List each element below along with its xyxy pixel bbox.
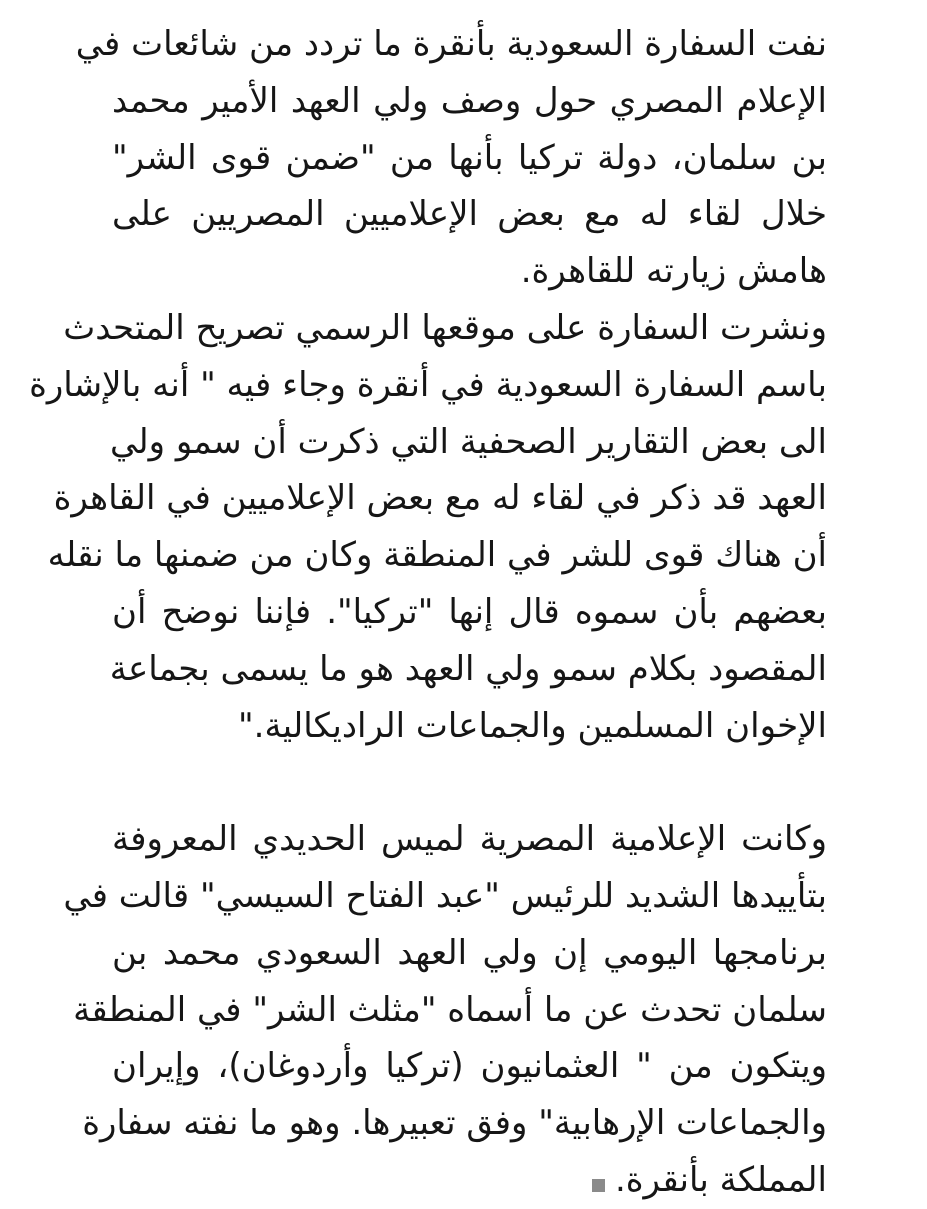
- text-line: سلمان تحدث عن ما أسماه "مثلث الشر" في المنطقة: [73, 989, 827, 1030]
- last-text-line: [112, 1152, 827, 1209]
- text-line: العهد قد ذكر في لقاء له مع بعض الإعلاميين في القاهرة: [53, 478, 827, 519]
- text-line: برنامجها اليومي إن ولي العهد السعودي محمد بن: [112, 932, 827, 973]
- text-line: الى بعض التقارير الصحفية التي ذكرت أن سمو ولي: [109, 421, 827, 462]
- paragraph-1: [75, 16, 827, 300]
- text-line: بعضهم بأن سموه قال إنها "تركيا". فإننا نوضح أن: [112, 591, 827, 632]
- text-line: ويتكون من " العثمانيون (تركيا وأردوغان)، وإيران: [112, 1046, 827, 1087]
- text-line: والجماعات الإرهابية" وفق تعبيرها. وهو ما نفته سفارة: [82, 1103, 827, 1144]
- text-line: بتأييدها الشديد للرئيس "عبد الفتاح السيسي" قالت في: [63, 875, 827, 916]
- text-line: نفت السفارة السعودية بأنقرة ما تردد من شائعات في: [75, 24, 827, 64]
- text-line: باسم السفارة السعودية في أنقرة وجاء فيه " أنه بالإشارة: [29, 364, 827, 405]
- paragraph-2: [29, 300, 827, 754]
- text-line: بن سلمان، دولة تركيا بأنها من "ضمن قوى الشر": [112, 137, 827, 178]
- paragraph-gap: [112, 754, 827, 811]
- text-line: وكانت الإعلامية المصرية لميس الحديدي المعروفة: [112, 819, 827, 860]
- text-line: خلال لقاء له مع بعض الإعلاميين المصريين على: [112, 194, 827, 235]
- paragraph-3: [63, 811, 827, 1209]
- text-line-content: المملكة بأنقرة.: [614, 1159, 827, 1200]
- text-line: هامش زيارته للقاهرة.: [520, 251, 827, 292]
- text-line: الإعلام المصري حول وصف ولي العهد الأمير محمد: [112, 80, 827, 121]
- text-line: المقصود بكلام سمو ولي العهد هو ما يسمى بجماعة: [109, 648, 827, 689]
- text-line: ونشرت السفارة على موقعها الرسمي تصريح المتحدث: [63, 307, 827, 348]
- end-of-article-square-icon: [592, 1179, 605, 1192]
- text-line: أن هناك قوى للشر في المنطقة وكان من ضمنها ما نقله: [47, 535, 827, 576]
- text-line: الإخوان المسلمين والجماعات الراديكالية.": [238, 705, 827, 746]
